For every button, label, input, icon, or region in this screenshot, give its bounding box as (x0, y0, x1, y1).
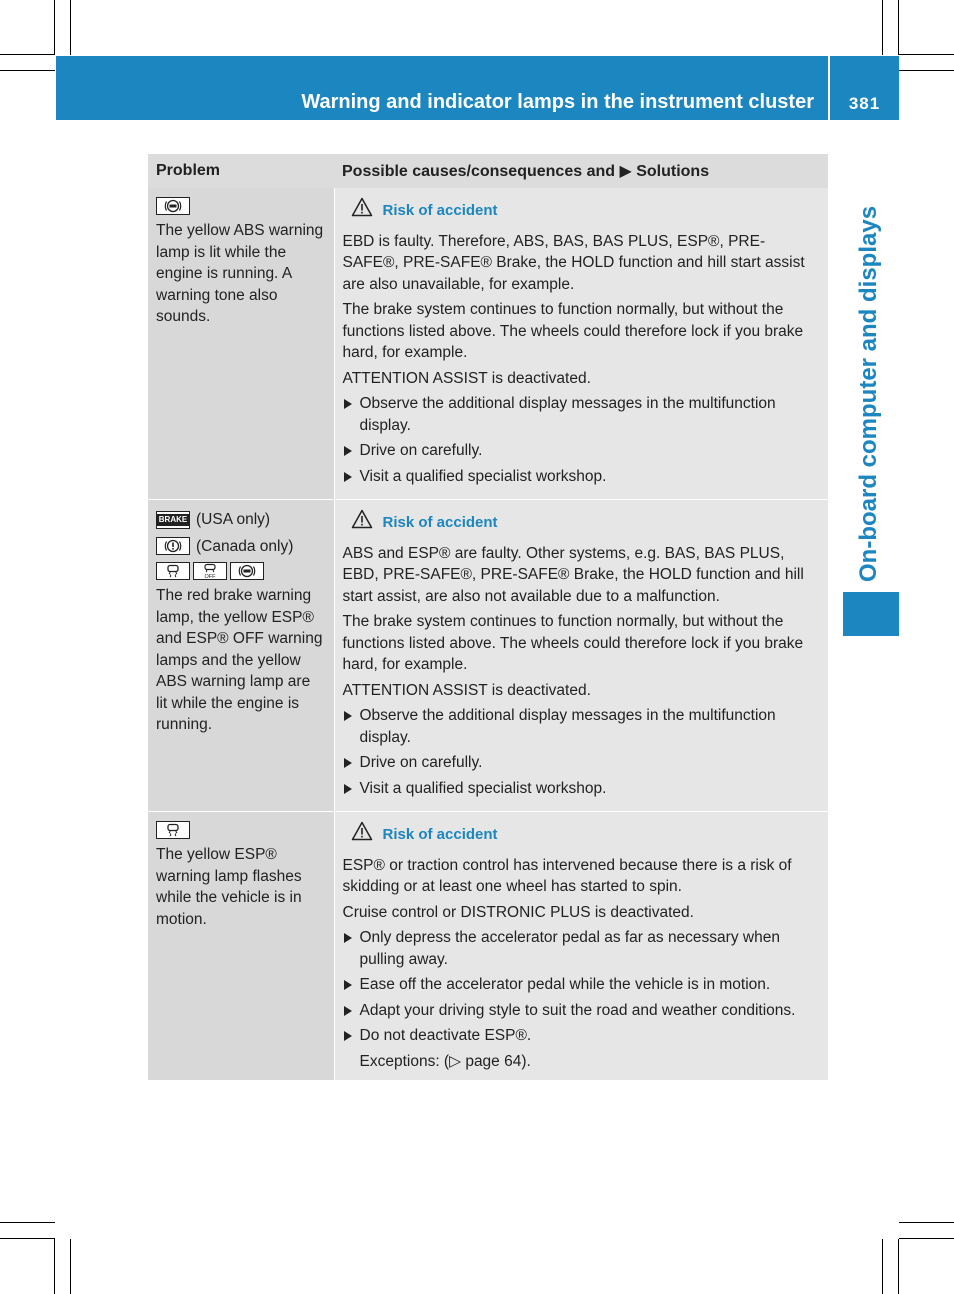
cause-paragraph: EBD is faulty. Therefore, ABS, BAS, BAS PLUS, ESP®, PRE-SAFE®, PRE-SAFE® Brake, the HOLD function and hill start assist are also unavailable, for example. (342, 232, 805, 293)
lamps-table (148, 154, 828, 1080)
crop-mark (0, 54, 55, 55)
step-arrow-icon (344, 784, 352, 794)
warning-label: Risk of accident (382, 201, 498, 219)
solution-step: Adapt your driving style to suit the road and weather conditions. (343, 1000, 821, 1022)
warning-triangle-icon (351, 509, 373, 536)
section-tab-marker (843, 592, 899, 636)
svg-text:OFF: OFF (204, 574, 216, 579)
crop-mark (899, 70, 954, 71)
step-arrow-icon (344, 1031, 352, 1041)
crop-mark (70, 1239, 71, 1294)
crop-mark (882, 1239, 883, 1294)
crop-mark (899, 54, 954, 55)
solution-cell (334, 500, 828, 812)
abs-warning-lamp-icon (156, 197, 190, 215)
cause-paragraph: The brake system continues to function normally, but without the functions listed above. The wheels could therefore lock if you brake hard, for example. (342, 613, 804, 673)
cause-paragraph: ATTENTION ASSIST is deactivated. (342, 369, 591, 387)
warning-triangle-icon (351, 197, 373, 224)
solution-step: Visit a qualified specialist workshop. (343, 466, 821, 488)
abs-warning-lamp-icon (230, 562, 264, 580)
problem-cell (148, 812, 334, 1081)
page-number: 381 (848, 94, 881, 113)
esp-warning-lamp-icon (156, 562, 190, 580)
crop-mark (882, 0, 883, 55)
page-title: Warning and indicator lamps in the instrument cluster (301, 91, 814, 113)
crop-mark (899, 1238, 954, 1239)
step-arrow-icon (344, 980, 352, 990)
solution-step: Only depress the accelerator pedal as far as necessary when pulling away. (343, 927, 821, 970)
step-arrow-icon (344, 1006, 352, 1016)
step-arrow-icon (344, 472, 352, 482)
step-arrow-icon (344, 758, 352, 768)
page-number-box (830, 56, 899, 120)
solution-step: Ease off the accelerator pedal while the vehicle is in motion. (343, 974, 821, 996)
solution-cell (334, 188, 828, 500)
table-row (148, 500, 828, 812)
page-header (56, 56, 828, 120)
warning-triangle-icon (351, 821, 373, 848)
crop-mark (898, 0, 899, 55)
problem-cell (148, 188, 334, 500)
solution-step: Visit a qualified specialist workshop. (343, 778, 821, 800)
esp-warning-lamp-icon (156, 821, 190, 839)
column-header-solutions: Possible causes/consequences and ▶ Solutions (334, 154, 828, 188)
problem-description: The red brake warning lamp, the yellow ESP® and ESP® OFF warning lamps and the yellow ABS warning lamp are lit while the engine is running. (156, 587, 323, 733)
cause-paragraph: The brake system continues to function normally, but without the functions listed above. The wheels could therefore lock if you brake hard, for example. (342, 301, 804, 361)
column-header-problem: Problem (148, 154, 334, 188)
problem-description: The yellow ABS warning lamp is lit while the engine is running. A warning tone also sounds. (156, 222, 324, 325)
solution-step: Observe the additional display messages in the multifunction display. (343, 393, 821, 436)
step-arrow-icon (344, 446, 352, 456)
crop-mark (54, 1239, 55, 1294)
cause-paragraph: Cruise control or DISTRONIC PLUS is deactivated. (342, 903, 694, 921)
brake-circle-warning-lamp-icon (156, 537, 190, 555)
crop-mark (899, 1222, 954, 1223)
cause-paragraph: ATTENTION ASSIST is deactivated. (342, 681, 591, 699)
step-arrow-icon (344, 933, 352, 943)
table-row (148, 188, 828, 500)
problem-cell (148, 500, 334, 812)
crop-mark (0, 1238, 55, 1239)
crop-mark (70, 0, 71, 55)
crop-mark (898, 1239, 899, 1294)
page-reference[interactable]: Exceptions: (▷ page 64). (359, 1052, 531, 1070)
section-side-label: On-board computer and displays (855, 205, 882, 582)
solution-step: Do not deactivate ESP®. (343, 1025, 821, 1047)
warning-label: Risk of accident (382, 513, 498, 531)
cause-paragraph: ABS and ESP® are faulty. Other systems, e.g. BAS, BAS PLUS, EBD, PRE-SAFE®, PRE-SAFE® Brake, the HOLD function and hill start assist, are also not available due to a malfunction. (342, 544, 804, 605)
esp-off-warning-lamp-icon (193, 562, 227, 580)
solution-cell (334, 812, 828, 1081)
lamp-region-label: (USA only) (196, 511, 271, 528)
solution-step: Drive on carefully. (343, 440, 821, 462)
warning-label: Risk of accident (382, 825, 498, 843)
step-arrow-icon (344, 711, 352, 721)
solution-step: Drive on carefully. (343, 752, 821, 774)
table-row (148, 812, 828, 1081)
brake-warning-lamp-icon: BRAKE (156, 511, 190, 529)
solution-step: Observe the additional display messages in the multifunction display. (343, 705, 821, 748)
lamp-region-label: (Canada only) (196, 537, 294, 555)
problem-description: The yellow ESP® warning lamp flashes while the vehicle is in motion. (156, 846, 302, 928)
cause-paragraph: ESP® or traction control has intervened because there is a risk of skidding or at least one wheel has started to spin. (342, 856, 792, 895)
step-arrow-icon (344, 399, 352, 409)
crop-mark (0, 70, 55, 71)
crop-mark (0, 1222, 55, 1223)
crop-mark (54, 0, 55, 55)
